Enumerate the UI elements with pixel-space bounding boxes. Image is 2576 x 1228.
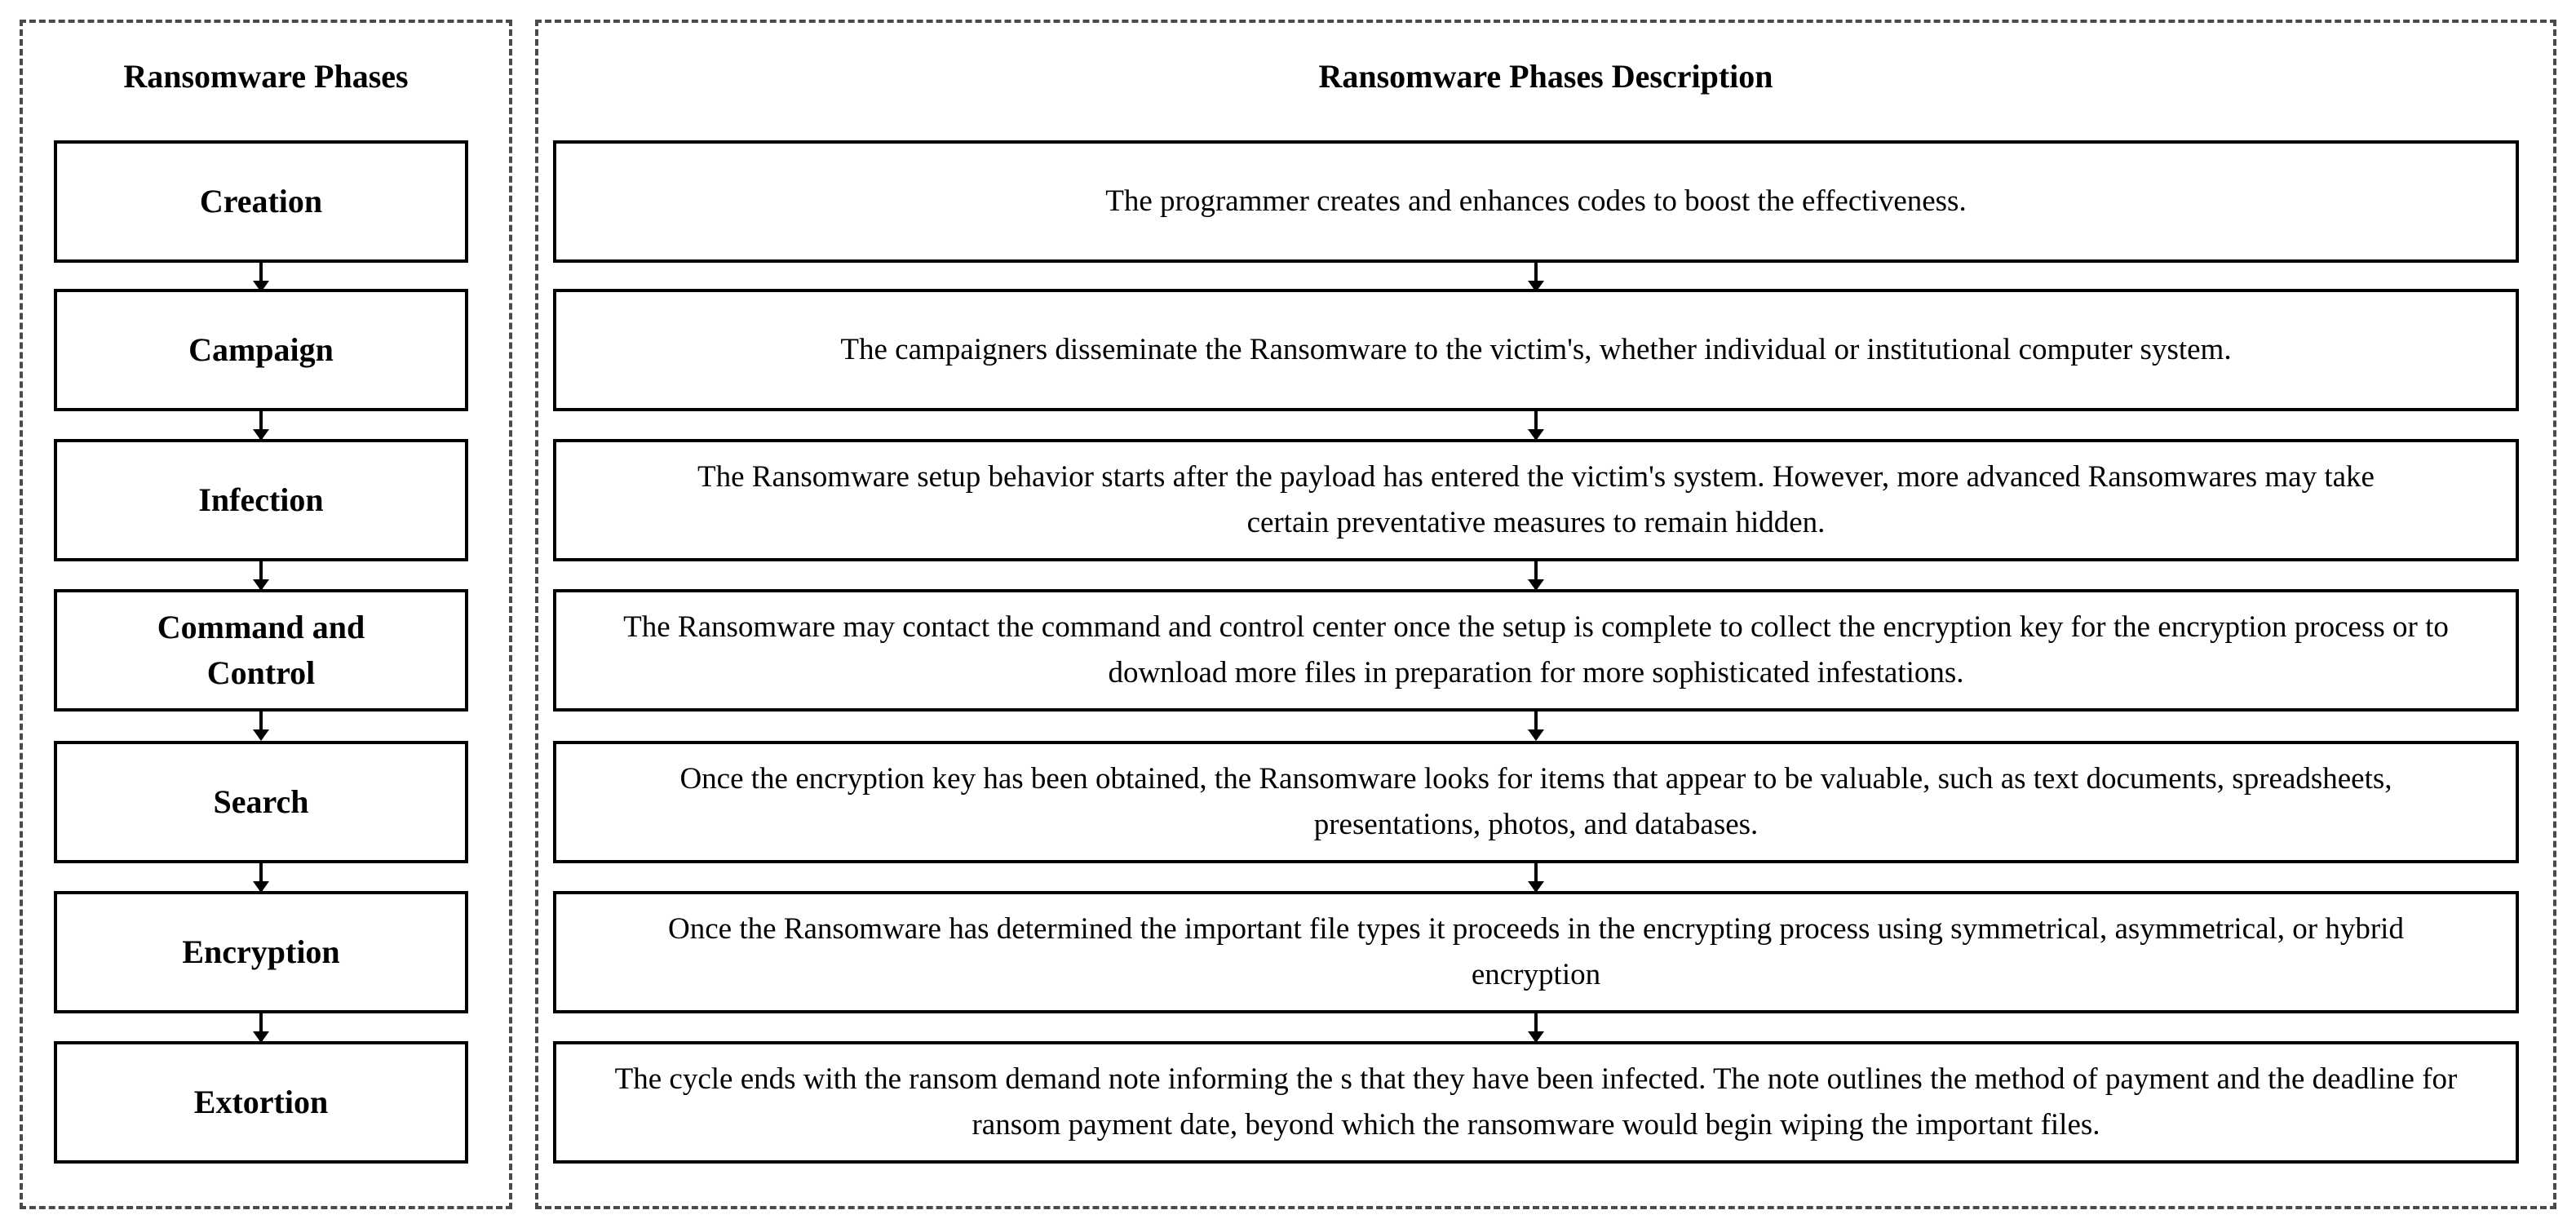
description-box-creation	[553, 140, 2519, 263]
phase-label: Extortion	[193, 1084, 329, 1120]
description-box-search	[553, 741, 2519, 863]
flow-arrow-icon	[1534, 561, 1538, 589]
phases-panel-title: Ransomware Phases	[123, 58, 409, 95]
description-text: The Ransomware may contact the command and control center once the setup is complete to collect the encryption key for the encryption process or to download more files in preparation for more sophisticated infestations.	[623, 610, 2449, 689]
phase-box-infection	[54, 439, 468, 561]
phase-label: Infection	[198, 481, 324, 518]
flow-arrow-icon	[259, 863, 263, 891]
phase-box-creation	[54, 140, 468, 263]
description-text: Once the encryption key has been obtained, the Ransomware looks for items that appear to be valuable, such as text documents, spreadsheets, presentations, photos, and databases.	[679, 762, 2392, 841]
flow-arrow-icon	[1534, 863, 1538, 891]
phase-label: Creation	[199, 183, 323, 219]
description-text: The programmer creates and enhances codes to boost the effectiveness.	[1105, 184, 1967, 218]
descriptions-panel-title: Ransomware Phases Description	[1318, 58, 1773, 95]
flow-arrow-icon	[1534, 1013, 1538, 1041]
flow-arrow-icon	[259, 712, 263, 739]
description-box-command-and-control	[553, 589, 2519, 712]
description-text: The campaigners disseminate the Ransomware to the victim's, whether individual or institutional computer system.	[840, 333, 2232, 366]
description-box-campaign	[553, 289, 2519, 411]
phase-box-search	[54, 741, 468, 863]
flow-arrow-icon	[259, 1013, 263, 1041]
phase-box-campaign	[54, 289, 468, 411]
flow-arrow-icon	[1534, 411, 1538, 439]
phase-box-extortion	[54, 1041, 468, 1164]
phase-label: Search	[213, 783, 309, 820]
description-text: The Ransomware setup behavior starts after the payload has entered the victim's system. However, more advanced Ransomwares may take certain preventative measures to remain hidden.	[697, 460, 2375, 539]
flow-arrow-icon	[259, 561, 263, 589]
description-text: Once the Ransomware has determined the important file types it proceeds in the encrypting process using symmetrical, asymmetrical, or hybrid encryption	[668, 912, 2404, 991]
description-text: The cycle ends with the ransom demand note informing the s that they have been infected. The note outlines the method of payment and the deadline for ransom payment date, beyond which the ransomware would begin wiping the important files.	[614, 1062, 2458, 1142]
flow-arrow-icon	[1534, 263, 1538, 290]
phase-box-encryption	[54, 891, 468, 1013]
description-box-infection	[553, 439, 2519, 561]
phase-label: Encryption	[182, 933, 340, 970]
flow-arrow-icon	[259, 263, 263, 290]
description-box-extortion	[553, 1041, 2519, 1164]
description-box-encryption	[553, 891, 2519, 1013]
flow-arrow-icon	[1534, 712, 1538, 739]
phase-box-command-and-control	[54, 589, 468, 712]
phase-label: Campaign	[188, 331, 334, 368]
phase-label: Command and Control	[157, 609, 365, 691]
flow-arrow-icon	[259, 411, 263, 439]
